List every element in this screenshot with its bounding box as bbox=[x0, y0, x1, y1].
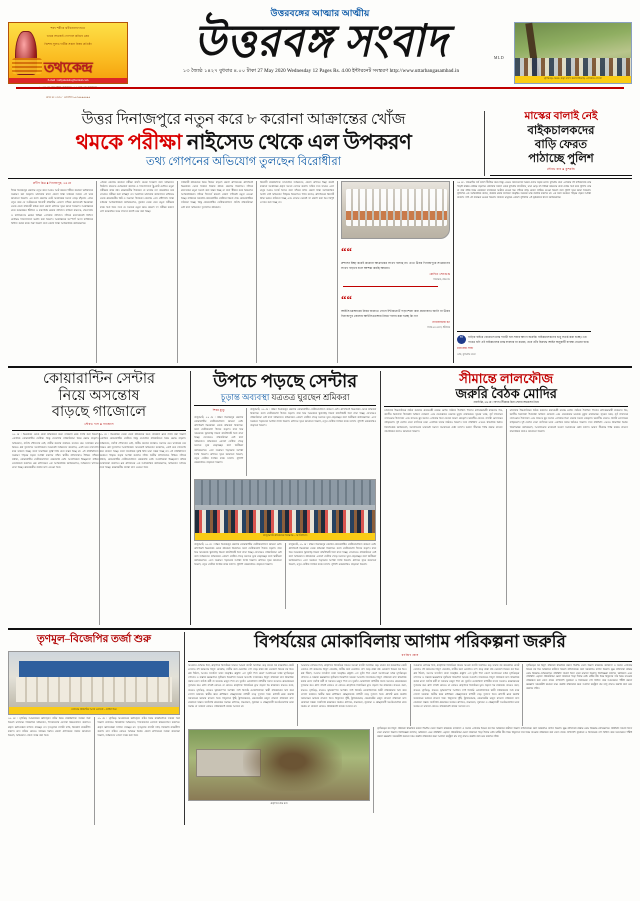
disaster-photo-uprooted-tree bbox=[188, 729, 370, 801]
story-rule bbox=[384, 406, 628, 407]
quarantine-body-2: ২৬ মে : ভিনরাজ্য থেকে ফেরা শ্রমিকদের জন্য গাজোল ব্লকে তৈরি করা হয়েছে একাধিক কোয়ারান্টিন সেন্টার। কিন্তু সেগুলির পরিকাঠামো নিয়ে ক্ষোভ বাড়ছে। অভিযোগ, পর্যাপ্ত শৌচাগার নেই, পানীয় জলের ব্যবস্থাও যথাযথ নয়। খাবারের মান নিয়েও প্রশ্ন তুলেছেন আবাসিকরা। অনেকেই অভিযোগ করেছেন, একই ঘরে গাদাগাদি করে থাকতে হচ্ছে। ফলে সামাজিক দূরত্ব বিধি মানা সম্ভব হচ্ছে না। এই পরিস্থিতিতে সংক্রমণ ছড়িয়ে পড়ার আশঙ্কা করছেন তাঁরা। স্থানীয় বাসিন্দারাও উদ্বিগ্ন। তাঁদের বক্তব্য, কোয়ারান্টিন সেন্টারগুলিতে নজরদারি নেই। আবাসিকরা ইচ্ছেমতো বাইরে ঘোরাফেরা করছেন। ব্লক প্রশাসনের এক আধিকারিক জানিয়েছেন, অভিযোগ খতিয়ে দেখা হচ্ছে। প্রয়োজনীয় ব্যবস্থা দ্রুত নেওয়া হবে। bbox=[99, 433, 186, 470]
tmc-bjp-headline: তৃণমূল–বিজেপির তর্জা শুরু bbox=[36, 634, 152, 646]
pull-quote-1-text: প্রশাসন ইচ্ছা করেই করোনা আক্রান্তের সংখ্যা বলছে না। এতে উত্তর দিনাজপুরে সংক্রমণের সংখ্যা বাড়বে বলে আশঙ্কা করছি আমরা। bbox=[341, 260, 450, 270]
story-disaster-planning bbox=[184, 632, 632, 825]
pull-quote-1-name: মোহিত সেনগুপ্ত bbox=[429, 272, 450, 277]
quote-separator bbox=[343, 286, 438, 287]
tmc-bjp-photo bbox=[8, 651, 180, 715]
dateline: ১৩ জ্যৈষ্ঠ ১৪২৭ বুধবার ৪.০০ টাকা 27 May 2020 Wednesday 12 Pages Rs. 4.00 ইন্টারনেট সংস্করণ http://www.uttarbangasambad.in bbox=[182, 67, 460, 74]
lead-body-3: পরিযায়ী শ্রমিকদের নিয়ে উদ্বেগ বাড়ছে জেলা প্রশাসনের। প্রতিদিনই ভিনরাজ্য থেকে হাজার হাজার শ্রমিক জেলায় ফিরছেন। তাঁদের প্রত্যেকের নমুনা সংগ্রহ করা সম্ভব হচ্ছে না বলে স্বীকার করে নিয়েছেন আধিকারিকরা। যাঁদের উপসর্গ রয়েছে কেবল তাঁদেরই নমুনা নেওয়া হচ্ছে। বাকিদের সরকারি কোয়ারান্টিন সেন্টারে কিংবা হোম কোয়ারান্টিনে পাঠানো হচ্ছে। কিন্তু কোয়ারান্টিন সেন্টারগুলিতে পর্যাপ্ত পরিকাঠামো নেই বলে অভিযোগ তুলেছেন শ্রমিকরা। bbox=[181, 180, 253, 209]
pull-quote-1 bbox=[341, 242, 450, 283]
sidebar-quote-role: ওসি, কুশমন্ডি থানা bbox=[457, 352, 476, 356]
vials-graphic bbox=[346, 189, 447, 226]
border-headline-line-1: সীমান্তে লালফৌজ bbox=[459, 370, 554, 386]
lead-headline bbox=[8, 130, 479, 154]
story-rule bbox=[12, 430, 186, 431]
pull-quote-2 bbox=[341, 290, 450, 331]
masthead-photo-caption: ঘূর্ণিঝড়ে ভেঙে পড়া গাছে জলপাইগুড়ি এলাকায় তোলা bbox=[515, 76, 631, 83]
second-story-band bbox=[0, 371, 640, 625]
quarantine-headline-line-3: বাড়ছে গাজোলে bbox=[51, 404, 147, 421]
sidebar-headline-line-4: পাঠাচ্ছে পুলিশ bbox=[528, 152, 594, 165]
lead-headline-red: থমকে পরীক্ষা bbox=[75, 130, 182, 155]
quarantine-headline bbox=[12, 371, 186, 421]
lead-body-4: বিরোধী রাজনৈতিক দলগুলির অভিযোগ, জেলা প্রশাসন ইচ্ছা করেই করোনা আক্রান্তের প্রকৃত সংখ্যা গোপন করছে। সঠিক তথ্য সামনে এলে মানুষ আরও সতর্ক হতেন বলে তাঁদের দাবি। জেলা স্বাস্থ্য আধিকারিক অবশ্য সেই অভিযোগ উড়িয়ে দিয়েছেন। তিনি বলেন, প্রতিদিনের রিপোর্ট স্বাস্থ্য ভবনে পাঠানো হচ্ছে এবং সেখান থেকেই তা প্রকাশ করা হয়। কিছুই গোপন করা হচ্ছে না। bbox=[260, 180, 334, 205]
disaster-byline: রণজিৎ ঘোষ bbox=[401, 652, 419, 657]
centre-byline: শিবম কুণ্ডু bbox=[212, 407, 225, 412]
lead-story-columns bbox=[0, 179, 640, 363]
band-divider-1 bbox=[8, 366, 632, 368]
lead-column-4 bbox=[257, 181, 337, 363]
sidebar-divider bbox=[457, 331, 591, 332]
ad-phone: ফোন নং ২৩৩৪ · মোবাইল ৯৮৩০০০০০০০ bbox=[45, 96, 91, 100]
quarantine-headline-line-1: কোয়ারান্টিন সেন্টার bbox=[42, 370, 156, 387]
ad-line-1: শরৎ শরীরে ঝাঁঝিয়ালদেহতে bbox=[50, 26, 86, 30]
pull-quote-1-role: বিধায়ক, রায়গঞ্জ bbox=[433, 278, 450, 282]
lead-headline-group bbox=[8, 111, 484, 176]
ad-email: E-mail : tathyakendra@hotmail.com bbox=[9, 78, 127, 83]
disaster-body-2: আমফান দেখিয়ে দিল, প্রাকৃতিক বিপর্যয়ের সামনে আমরা কতটা অসহায়। ঝড় থামার পর কয়েকদিন কেটে গেলেও বহু জায়গায় বিদ্যুৎ ফেরেনি, পানীয় জল মেলেনি। গাছ পড়ে রাস্তা বন্ধ থেকেছে দিনের পর দিন। প্রশ্ন উঠছে, আগাম সতর্কতা থাকা সত্ত্বেও প্রস্তুতি এত দুর্বল ছিল কেন? আবহাওয়া দপ্তর ঘূর্ণিঝড়ের গতিপথ ও সম্ভাব্য ক্ষয়ক্ষতির পূর্বাভাস দিয়েছিল অনেক আগেই। তারপরেও বিদ্যুৎ পরিষেবা দ্রুত স্বাভাবিক করার মতো পর্যাপ্ত কর্মী বা সরঞ্জাম মজুত ছিল না। দুর্যোগ মোকাবিলা বাহিনীর সদস্য সংখ্যাও প্রয়োজনের তুলনায় কম। প্রতি বছরই কোনও না কোনও প্রাকৃতিক বিপর্যয়ের মুখে পড়তে হয় রাজ্যকে। কখনও বন্যা, কখনও ঘূর্ণিঝড়, কখনও ভূমিকম্পের আশঙ্কা। তাই বিপর্যয় মোকাবিলাকে স্থায়ী পরিকল্পনার অঙ্গ করে তোলা দরকার। স্থানীয় স্তরে প্রশিক্ষিত স্বেচ্ছাসেবক বাহিনী গড়ে তুলতে হবে। প্রতিটি ব্লকে জরুরি সরঞ্জামের ভান্ডার রাখতে হবে। বিদ্যুতের খুঁটি, ট্রান্সফরমার, জেনারেটর মজুত রাখলে পরিষেবা দ্রুত ফেরানো সম্ভব। সর্বোপরি প্রয়োজন সমন্বয়। প্রশাসন, পঞ্চায়েত, পুরসভা ও স্বেচ্ছাসেবী সংগঠনগুলির মধ্যে সমন্বয় না থাকলে কোনও পরিকল্পনাই কাজে আসবে না। bbox=[300, 663, 407, 709]
centre-body-2: বালুরঘাট, ২৬ মে : দক্ষিণ দিনাজপুর জেলার কোয়ারান্টিন সেন্টারগুলিতে জায়গা নেই। প্রতিদিনই ভিনরাজ্য থেকে শ্রমিকরা ফিরছেন। ফলে সেন্টারগুলি উপচে পড়ছে। বাধ্য হয়ে অনেককে স্কুলবাড়ি কিংবা কমিউনিটি হলে রাখা হচ্ছে। সেখানেও পরিকাঠামো নেই বলে অভিযোগ। শ্রমিকদের একাংশ সেন্টার ছেড়ে যত্রতত্র ঘুরে বেড়াচ্ছেন বলে স্থানীয়রা জানিয়েছেন। এতে সংক্রমণ ছড়ানোর আশঙ্কা তৈরি হয়েছে। প্রশাসন সূত্রে জানানো হয়েছে, নতুন সেন্টার তৈরির কাজ চলছে। পুলিশি নজরদারিও বাড়ানো হয়েছে। bbox=[250, 407, 377, 428]
border-body-1: মঙ্গলবার উচ্চপর্যায়ের বৈঠক করলেন প্রধানমন্ত্রী নরেন্দ্র মোদি। বৈঠকে উপস্থিত ছিলেন প্রতিরক্ষামন্ত্রী রাজনাথ সিং, জাতীয় নিরাপত্তা উপদেষ্টা অজিত দোভাল এবং সেনাপ্রধান মনোজ মুকুন্দ নারাভানে। সূত্রের খবর, পূর্ব লাদাখের গালওয়ান উপত্যকা এবং প্যাংগং হ্রদ সংলগ্ন এলাকায় চিনা সেনার সংখ্যা বেড়েছে। ভারতীয় সেনাও পালটা মোতায়েন বাড়িয়েছে। দুই দেশের সেনা কর্তাদের মধ্যে একাধিক দফায় বৈঠকও হয়েছে। তবে পরিস্থিতি এখনও স্বাভাবিক হয়নি। বিদেশমন্ত্রক জানিয়েছে, আলোচনার মাধ্যমেই সমস্যা সমাধানের চেষ্টা চলছে। ভারত সীমান্তে শান্তি বজায় রাখতে বদ্ধপরিকর বলেও জানানো হয়েছে। bbox=[384, 409, 503, 433]
centre-subhead bbox=[194, 393, 376, 403]
pull-quote-2-text: আইসিএমআরের নিয়ম জানতে গেলে ইন্টারনেটে পড়াশোনা করা প্রয়োজন। জানি না উত্তর দিনাজপুর জেলায় আইসিএমআর নিয়ম পালন করা হচ্ছে কি না? bbox=[341, 309, 450, 319]
masthead-advertisement[interactable] bbox=[8, 22, 128, 100]
story-centre-overflow bbox=[190, 371, 380, 625]
bottom-story-band bbox=[0, 632, 640, 825]
lead-body-1: উত্তর দিনাজপুর জেলায় নতুন করে আরও আট জনের শরীরে করোনা ভাইরাসের সংক্রমণ ধরা পড়েছে। মঙ্গলবার রাতে জেলা স্বাস্থ্য দপ্তরের তরফে এই খবর জানানো হয়েছে। এর ফলে জেলায় মোট আক্রান্তের সংখ্যা বেড়ে দাঁড়াল। এদিন নতুন করে যে আটজনের রিপোর্ট পজিটিভ এসেছে তাঁদের প্রত্যেকেই ভিনরাজ্য থেকে ফেরা পরিযায়ী শ্রমিক বলে জেলা প্রশাসন সূত্রে জানা গিয়েছে। আক্রান্তদের মধ্যে কয়েকজন ইটাহার ও করণদিঘি ব্লকের বাসিন্দা। বাকিরা রায়গঞ্জ, হেমতাবাদ ও কালিয়াগঞ্জ ব্লকের বিভিন্ন এলাকার বাসিন্দা। তাঁদের প্রত্যেককেই চিহ্নিত কোভিড হাসপাতালে ভরতি করা হয়েছে। আক্রান্তদের সংস্পর্শে আসা ব্যক্তিদের চিহ্নিত করার কাজ শুরু হয়েছে বলে জেলা স্বাস্থ্য আধিকারিক জানিয়েছেন। bbox=[11, 188, 93, 225]
centre-body-4: বালুরঘাট, ২৬ মে : দক্ষিণ দিনাজপুর জেলার কোয়ারান্টিন সেন্টারগুলিতে জায়গা নেই। প্রতিদিনই ভিনরাজ্য থেকে শ্রমিকরা ফিরছেন। ফলে সেন্টারগুলি উপচে পড়ছে। বাধ্য হয়ে অনেককে স্কুলবাড়ি কিংবা কমিউনিটি হলে রাখা হচ্ছে। সেখানেও পরিকাঠামো নেই বলে অভিযোগ। শ্রমিকদের একাংশ সেন্টার ছেড়ে যত্রতত্র ঘুরে বেড়াচ্ছেন বলে স্থানীয়রা জানিয়েছেন। এতে সংক্রমণ ছড়ানোর আশঙ্কা তৈরি হয়েছে। প্রশাসন সূত্রে জানানো হয়েছে, নতুন সেন্টার তৈরির কাজ চলছে। পুলিশি নজরদারিও বাড়ানো হয়েছে। bbox=[288, 542, 377, 567]
sidebar-rule bbox=[490, 175, 632, 176]
crowd-graphic bbox=[195, 510, 375, 533]
tmc-bjp-body-1: ২৬ মে : ঘূর্ণিঝড় আমফানের ক্ষতিপূরণ বণ্টন নিয়ে রাজনৈতিক তরজা শুরু হয়েছে মালদায়। বিজেপির অভিযোগ, শাসকদলের নেতারা স্বজনপোষণ করছেন। প্রকৃত ক্ষতিগ্রস্তরা সাহায্য পাচ্ছেন না। তৃণমূলের পালটা দাবি, বিজেপি রাজনীতি করছে। ত্রাণ বণ্টনে কোনও অনিয়ম হয়নি। জেলা প্রশাসনের তরফে জানানো হয়েছে, অভিযোগ পেলে তদন্ত করা হবে। bbox=[8, 717, 91, 737]
lead-subhead: তথ্য গোপনের অভিযোগ তুলছেন বিরোধীরা bbox=[145, 156, 342, 169]
band-divider-2 bbox=[8, 628, 632, 630]
lead-column-1 bbox=[8, 181, 96, 363]
centre-body-3: বালুরঘাট, ২৬ মে : দক্ষিণ দিনাজপুর জেলার কোয়ারান্টিন সেন্টারগুলিতে জায়গা নেই। প্রতিদিনই ভিনরাজ্য থেকে শ্রমিকরা ফিরছেন। ফলে সেন্টারগুলি উপচে পড়ছে। বাধ্য হয়ে অনেককে স্কুলবাড়ি কিংবা কমিউনিটি হলে রাখা হচ্ছে। সেখানেও পরিকাঠামো নেই বলে অভিযোগ। শ্রমিকদের একাংশ সেন্টার ছেড়ে যত্রতত্র ঘুরে বেড়াচ্ছেন বলে স্থানীয়রা জানিয়েছেন। এতে সংক্রমণ ছড়ানোর আশঙ্কা তৈরি হয়েছে। প্রশাসন সূত্রে জানানো হয়েছে, নতুন সেন্টার তৈরির কাজ চলছে। পুলিশি নজরদারিও বাড়ানো হয়েছে। bbox=[194, 542, 282, 567]
sidebar-pull-quote bbox=[457, 335, 591, 345]
centre-body-1: বালুরঘাট, ২৬ মে : দক্ষিণ দিনাজপুর জেলার কোয়ারান্টিন সেন্টারগুলিতে জায়গা নেই। প্রতিদিনই ভিনরাজ্য থেকে শ্রমিকরা ফিরছেন। ফলে সেন্টারগুলি উপচে পড়ছে। বাধ্য হয়ে অনেককে স্কুলবাড়ি কিংবা কমিউনিটি হলে রাখা হচ্ছে। সেখানেও পরিকাঠামো নেই বলে অভিযোগ। শ্রমিকদের একাংশ সেন্টার ছেড়ে যত্রতত্র ঘুরে বেড়াচ্ছেন বলে স্থানীয়রা জানিয়েছেন। এতে সংক্রমণ ছড়ানোর আশঙ্কা তৈরি হয়েছে। প্রশাসন সূত্রে জানানো হয়েছে, নতুন সেন্টার তৈরির কাজ চলছে। পুলিশি নজরদারিও বাড়ানো হয়েছে। bbox=[194, 415, 244, 464]
lead-photo-test-vials bbox=[341, 181, 450, 239]
building-roof-graphic bbox=[19, 661, 169, 677]
quarantine-byline: সৌরভ দাস ● গাজোল bbox=[84, 422, 114, 427]
centre-subhead-black: যত্রতত্র ঘুরছেন শ্রমিকরা bbox=[271, 391, 350, 402]
disaster-photo-caption: প্রকৃতির রুদ্র রূপ bbox=[270, 801, 288, 805]
story-rule bbox=[194, 405, 376, 406]
disaster-right-body-2: ঘূর্ণিঝড়ের পর বিদ্যুৎ পরিষেবা স্বাভাবিক করতে হিমশিম খেতে হয়েছে রাজ্যকে। কলকাতা ও সংলগ্ন এলাকায় দিনের পর দিন অন্ধকারে কাটাতে হয়েছে বাসিন্দাদের। জল সরবরাহও ব্যাহত হয়েছে। ক্ষুব্ধ বাসিন্দারা রাস্তায় নেমে বিক্ষোভ দেখিয়েছেন। পরিস্থিতি সামাল দিতে সেনা নামাতে হয়েছে। বিশেষজ্ঞরা বলছেন, ভবিষ্যতে এমন পরিস্থিতি এড়াতে পরিকাঠামো ঢেলে সাজানো ছাড়া উপায় নেই। মাটির নীচ দিয়ে বিদ্যুতের তার নিয়ে যাওয়ার পরিকল্পনা করা যেতে পারে। পাশাপাশি পুরোনো ও বিপজ্জনক গাছ চিহ্নিত করে আগেভাগে ছাঁটাই করলে ক্ষয়ক্ষতি অনেকটাই কমানো যায়। জরুরি পরিষেবার জন্য আলাদা কন্ট্রোল রুম চালু রাখাও জরুরি বলে মনে করছেন তাঁরা। bbox=[377, 726, 632, 738]
pull-quote-2-role: সিপিএম নেতা, ইটাহার bbox=[427, 326, 450, 330]
story-rule bbox=[188, 661, 632, 662]
vial-caps-graphic bbox=[346, 211, 447, 220]
quote-mark-icon: ““ bbox=[341, 245, 352, 258]
page-title: উত্তরবঙ্গ সংবাদ bbox=[193, 16, 449, 66]
quote-mark-icon: “ bbox=[457, 335, 466, 344]
coins-graphic bbox=[12, 58, 42, 74]
sidebar-body: ২৬ মে : লকডাউন পর্ব চলছে দীর্ঘদিন ধরে। কিন্তু এখনও সচেতনতার অভাব চোখে পড়ার মতো। কুশমন্ডি থানা এলাকায় বহু বাইকচালক মাস্ক ছাড়াই রাস্তায় বেরিয়ে পড়ছেন। মঙ্গলবার সকাল থেকে কুশমন্ডি বাসস্ট্যান্ড, থানা মোড় সহ বিভিন্ন জায়গায় নাকা চেকিং শুরু করে পুলিশ। মাস্ক না পরে বাইক নিয়ে বেরোনো চালকদের আটকে দেওয়া হয়। তাঁদের বাড়ি ফেরত পাঠিয়ে দেওয়া হয়েছে বলে পুলিশ সূত্রে জানা গিয়েছে। পুলিশের এক আধিকারিক বলেন, বারবার প্রচার চালানো সত্ত্বেও অনেকে মাস্ক ব্যবহার করছেন না। এর ফলে সংক্রমণ ছড়িয়ে পড়ার আশঙ্কা থাকছে। তাই এই পদক্ষেপ নেওয়া হয়েছে। সাধারণ মানুষের একাংশ পুলিশের এই ভূমিকাকে স্বাগত জানিয়েছেন। bbox=[457, 180, 591, 200]
tmc-bjp-body-2: ২৬ মে : ঘূর্ণিঝড় আমফানের ক্ষতিপূরণ বণ্টন নিয়ে রাজনৈতিক তরজা শুরু হয়েছে মালদায়। বিজেপির অভিযোগ, শাসকদলের নেতারা স্বজনপোষণ করছেন। প্রকৃত ক্ষতিগ্রস্তরা সাহায্য পাচ্ছেন না। তৃণমূলের পালটা দাবি, বিজেপি রাজনীতি করছে। ত্রাণ বণ্টনে কোনও অনিয়ম হয়নি। জেলা প্রশাসনের তরফে জানানো হয়েছে, অভিযোগ পেলে তদন্ত করা হবে। bbox=[97, 717, 180, 737]
centre-subhead-blue: চূড়ান্ত অব্যবস্থা bbox=[220, 391, 270, 402]
centre-photo-workers-protest bbox=[194, 479, 376, 541]
sidebar-headline-line-3: বাড়ি ফেরত bbox=[534, 138, 588, 151]
story-tmc-bjp bbox=[8, 632, 184, 825]
border-byline: নয়াদিল্লি, ২৬ মে : লাদাখ সীমান্তে চিনা সেনার আগ্রাসন নিয়ে bbox=[473, 401, 539, 404]
ad-line-2: থাকে সহজেই গোপাল করিবে প্রেম bbox=[46, 33, 90, 38]
lead-byline: প্রদীপ মিত্র ● দিনাজপুর, ২৬ মে bbox=[32, 180, 72, 185]
uprooted-roots-graphic bbox=[243, 737, 342, 792]
lead-headline-black: নাইসেড থেকে এল উপকরণ bbox=[186, 130, 412, 155]
border-headline-line-2: জরুরি বৈঠক মোদির bbox=[455, 385, 557, 401]
lead-column-3 bbox=[178, 181, 256, 363]
disaster-body-1: আমফান দেখিয়ে দিল, প্রাকৃতিক বিপর্যয়ের সামনে আমরা কতটা অসহায়। ঝড় থামার পর কয়েকদিন কেটে গেলেও বহু জায়গায় বিদ্যুৎ ফেরেনি, পানীয় জল মেলেনি। গাছ পড়ে রাস্তা বন্ধ থেকেছে দিনের পর দিন। প্রশ্ন উঠছে, আগাম সতর্কতা থাকা সত্ত্বেও প্রস্তুতি এত দুর্বল ছিল কেন? আবহাওয়া দপ্তর ঘূর্ণিঝড়ের গতিপথ ও সম্ভাব্য ক্ষয়ক্ষতির পূর্বাভাস দিয়েছিল অনেক আগেই। তারপরেও বিদ্যুৎ পরিষেবা দ্রুত স্বাভাবিক করার মতো পর্যাপ্ত কর্মী বা সরঞ্জাম মজুত ছিল না। দুর্যোগ মোকাবিলা বাহিনীর সদস্য সংখ্যাও প্রয়োজনের তুলনায় কম। প্রতি বছরই কোনও না কোনও প্রাকৃতিক বিপর্যয়ের মুখে পড়তে হয় রাজ্যকে। কখনও বন্যা, কখনও ঘূর্ণিঝড়, কখনও ভূমিকম্পের আশঙ্কা। তাই বিপর্যয় মোকাবিলাকে স্থায়ী পরিকল্পনার অঙ্গ করে তোলা দরকার। স্থানীয় স্তরে প্রশিক্ষিত স্বেচ্ছাসেবক বাহিনী গড়ে তুলতে হবে। প্রতিটি ব্লকে জরুরি সরঞ্জামের ভান্ডার রাখতে হবে। বিদ্যুতের খুঁটি, ট্রান্সফরমার, জেনারেটর মজুত রাখলে পরিষেবা দ্রুত ফেরানো সম্ভব। সর্বোপরি প্রয়োজন সমন্বয়। প্রশাসন, পঞ্চায়েত, পুরসভা ও স্বেচ্ছাসেবী সংগঠনগুলির মধ্যে সমন্বয় না থাকলে কোনও পরিকল্পনাই কাজে আসবে না। bbox=[188, 663, 294, 709]
border-headline bbox=[384, 371, 628, 401]
sidebar-headline-line-1: মাস্কের বালাই নেই bbox=[524, 111, 598, 122]
centre-headline bbox=[194, 371, 376, 403]
ad-brand-name: তথ্যকেন্দ্র bbox=[43, 61, 93, 77]
disaster-right-body-1: ঘূর্ণিঝড়ের পর বিদ্যুৎ পরিষেবা স্বাভাবিক করতে হিমশিম খেতে হয়েছে রাজ্যকে। কলকাতা ও সংলগ্ন এলাকায় দিনের পর দিন অন্ধকারে কাটাতে হয়েছে বাসিন্দাদের। জল সরবরাহও ব্যাহত হয়েছে। ক্ষুব্ধ বাসিন্দারা রাস্তায় নেমে বিক্ষোভ দেখিয়েছেন। পরিস্থিতি সামাল দিতে সেনা নামাতে হয়েছে। বিশেষজ্ঞরা বলছেন, ভবিষ্যতে এমন পরিস্থিতি এড়াতে পরিকাঠামো ঢেলে সাজানো ছাড়া উপায় নেই। মাটির নীচ দিয়ে বিদ্যুতের তার নিয়ে যাওয়ার পরিকল্পনা করা যেতে পারে। পাশাপাশি পুরোনো ও বিপজ্জনক গাছ চিহ্নিত করে আগেভাগে ছাঁটাই করলে ক্ষয়ক্ষতি অনেকটাই কমানো যায়। জরুরি পরিষেবার জন্য আলাদা কন্ট্রোল রুম চালু রাখাও জরুরি বলে মনে করছেন তাঁরা। bbox=[526, 663, 632, 690]
sidebar-top-headline-group bbox=[484, 111, 632, 176]
sidebar-headline-line-2: বাইকচালকদের bbox=[527, 124, 595, 137]
quote-mark-icon: ““ bbox=[341, 294, 352, 307]
masthead-tagline: উত্তরবঙ্গের আত্মার আত্মীয় bbox=[270, 8, 370, 18]
centre-headline-main: উপচে পড়ছে সেন্টার bbox=[213, 370, 358, 391]
masthead bbox=[0, 0, 640, 108]
lead-body-2: এদিকে জেলায় করোনা পরীক্ষা কার্যত থমকে গিয়েছে বলে অভিযোগ উঠেছে। রায়গঞ্জ মেডিকেল কলেজ ও হাসপাতালে ট্রু-ন্যাট মেশিনে নমুনা পরীক্ষার কাজ বন্ধ। প্রয়োজনীয় উপকরণ না থাকায় গত কয়েকদিন ধরে সেখানে পরীক্ষা করা যাচ্ছিল না। অবশেষে মঙ্গলবার কলকাতার নাইসেড থেকে প্রয়োজনীয় কিট ও অন্যান্য উপকরণ জেলায় এসে পৌঁছেছে। স্বাস্থ্য দপ্তরের আধিকারিকরা জানিয়েছেন, বুধবার থেকে ফের নমুনা পরীক্ষার কাজ শুরু হবে। তবে যে সংখ্যক নমুনা জমে রয়েছে তা পরীক্ষা করতে বেশ কয়েকদিন সময় লাগবে বলেই মনে করা হচ্ছে। bbox=[100, 180, 174, 213]
sidebar-top-story bbox=[454, 181, 594, 363]
sidebar-byline: সৌরভ রায় ● কুশমন্ডি bbox=[546, 166, 576, 171]
lead-overline: উত্তর দিনাজপুরে নতুন করে ৮ করোনা আক্রান্তের খোঁজ bbox=[81, 111, 406, 128]
building-wall-graphic bbox=[16, 677, 172, 702]
centre-photo-caption: বালুরঘাটে শ্রমিকদের বিক্ষোভ – অর্ণবাদিত্য bbox=[195, 533, 375, 540]
quarantine-headline-line-2: নিয়ে অসন্তোষ bbox=[58, 387, 140, 404]
lead-photo-quote-column bbox=[338, 181, 453, 363]
masthead-photo bbox=[514, 22, 632, 84]
sidebar-quote-text: বাড়ির বাইরে বেরোলে মাস্ক পরাটা হল সবার আগে জরুরি। বাইকচালকদের শুধু সতর্ক করা হচ্ছে। এর পরেও যদি এই বাইকচালক মাস্ক ব্যবহার না করেন, তবে তাঁর বিরুদ্ধে আইন অনুযায়ী ব্যবস্থা নেওয়া হবে। bbox=[468, 334, 590, 344]
lead-column-2 bbox=[97, 181, 177, 363]
tmc-bjp-photo-caption: মালদায় পরিদর্শনে আসা নেতারা – ফাইল চিত্র bbox=[9, 707, 179, 714]
story-quarantine-gazole bbox=[8, 371, 190, 625]
building-graphic bbox=[195, 480, 375, 505]
ad-address: ১, এন এস রোড হিলি, কলকাতা - ৭০, দূরে এস, কলকাতা bbox=[39, 86, 97, 90]
disaster-body-3: আমফান দেখিয়ে দিল, প্রাকৃতিক বিপর্যয়ের সামনে আমরা কতটা অসহায়। ঝড় থামার পর কয়েকদিন কেটে গেলেও বহু জায়গায় বিদ্যুৎ ফেরেনি, পানীয় জল মেলেনি। গাছ পড়ে রাস্তা বন্ধ থেকেছে দিনের পর দিন। প্রশ্ন উঠছে, আগাম সতর্কতা থাকা সত্ত্বেও প্রস্তুতি এত দুর্বল ছিল কেন? আবহাওয়া দপ্তর ঘূর্ণিঝড়ের গতিপথ ও সম্ভাব্য ক্ষয়ক্ষতির পূর্বাভাস দিয়েছিল অনেক আগেই। তারপরেও বিদ্যুৎ পরিষেবা দ্রুত স্বাভাবিক করার মতো পর্যাপ্ত কর্মী বা সরঞ্জাম মজুত ছিল না। দুর্যোগ মোকাবিলা বাহিনীর সদস্য সংখ্যাও প্রয়োজনের তুলনায় কম। প্রতি বছরই কোনও না কোনও প্রাকৃতিক বিপর্যয়ের মুখে পড়তে হয় রাজ্যকে। কখনও বন্যা, কখনও ঘূর্ণিঝড়, কখনও ভূমিকম্পের আশঙ্কা। তাই বিপর্যয় মোকাবিলাকে স্থায়ী পরিকল্পনার অঙ্গ করে তোলা দরকার। স্থানীয় স্তরে প্রশিক্ষিত স্বেচ্ছাসেবক বাহিনী গড়ে তুলতে হবে। প্রতিটি ব্লকে জরুরি সরঞ্জামের ভান্ডার রাখতে হবে। বিদ্যুতের খুঁটি, ট্রান্সফরমার, জেনারেটর মজুত রাখলে পরিষেবা দ্রুত ফেরানো সম্ভব। সর্বোপরি প্রয়োজন সমন্বয়। প্রশাসন, পঞ্চায়েত, পুরসভা ও স্বেচ্ছাসেবী সংগঠনগুলির মধ্যে সমন্বয় না থাকলে কোনও পরিকল্পনাই কাজে আসবে না। bbox=[413, 663, 520, 709]
border-body-2: মঙ্গলবার উচ্চপর্যায়ের বৈঠক করলেন প্রধানমন্ত্রী নরেন্দ্র মোদি। বৈঠকে উপস্থিত ছিলেন প্রতিরক্ষামন্ত্রী রাজনাথ সিং, জাতীয় নিরাপত্তা উপদেষ্টা অজিত দোভাল এবং সেনাপ্রধান মনোজ মুকুন্দ নারাভানে। সূত্রের খবর, পূর্ব লাদাখের গালওয়ান উপত্যকা এবং প্যাংগং হ্রদ সংলগ্ন এলাকায় চিনা সেনার সংখ্যা বেড়েছে। ভারতীয় সেনাও পালটা মোতায়েন বাড়িয়েছে। দুই দেশের সেনা কর্তাদের মধ্যে একাধিক দফায় বৈঠকও হয়েছে। তবে পরিস্থিতি এখনও স্বাভাবিক হয়নি। বিদেশমন্ত্রক জানিয়েছে, আলোচনার মাধ্যমেই সমস্যা সমাধানের চেষ্টা চলছে। ভারত সীমান্তে শান্তি বজায় রাখতে বদ্ধপরিকর বলেও জানানো হয়েছে। bbox=[509, 409, 629, 433]
quarantine-body-1: ২৬ মে : ভিনরাজ্য থেকে ফেরা শ্রমিকদের জন্য গাজোল ব্লকে তৈরি করা হয়েছে একাধিক কোয়ারান্টিন সেন্টার। কিন্তু সেগুলির পরিকাঠামো নিয়ে ক্ষোভ বাড়ছে। অভিযোগ, পর্যাপ্ত শৌচাগার নেই, পানীয় জলের ব্যবস্থাও যথাযথ নয়। খাবারের মান নিয়েও প্রশ্ন তুলেছেন আবাসিকরা। অনেকেই অভিযোগ করেছেন, একই ঘরে গাদাগাদি করে থাকতে হচ্ছে। ফলে সামাজিক দূরত্ব বিধি মানা সম্ভব হচ্ছে না। এই পরিস্থিতিতে সংক্রমণ ছড়িয়ে পড়ার আশঙ্কা করছেন তাঁরা। স্থানীয় বাসিন্দারাও উদ্বিগ্ন। তাঁদের বক্তব্য, কোয়ারান্টিন সেন্টারগুলিতে নজরদারি নেই। আবাসিকরা ইচ্ছেমতো বাইরে ঘোরাফেরা করছেন। ব্লক প্রশাসনের এক আধিকারিক জানিয়েছেন, অভিযোগ খতিয়ে দেখা হচ্ছে। প্রয়োজনীয় ব্যবস্থা দ্রুত নেওয়া হবে। bbox=[12, 433, 99, 470]
pull-quote-2-name: নারায়ণচন্দ্র ঝা bbox=[432, 320, 450, 325]
ad-line-3: বিশেষ সুলভ দামীয় সকল বিষয় প্রতিষ্ঠা bbox=[44, 41, 92, 46]
masthead-title-block bbox=[134, 16, 508, 76]
edition-code: MLD bbox=[493, 54, 504, 60]
disaster-headline: বিপর্যয়ের মোকাবিলায় আগাম পরিকল্পনা জরুরি bbox=[254, 632, 566, 652]
sidebar-quote-name: মানবেন্দ্র সাহা bbox=[457, 345, 474, 350]
lead-headline-band bbox=[0, 111, 640, 176]
story-border-china bbox=[380, 371, 632, 625]
crowd-graphic bbox=[515, 58, 631, 76]
